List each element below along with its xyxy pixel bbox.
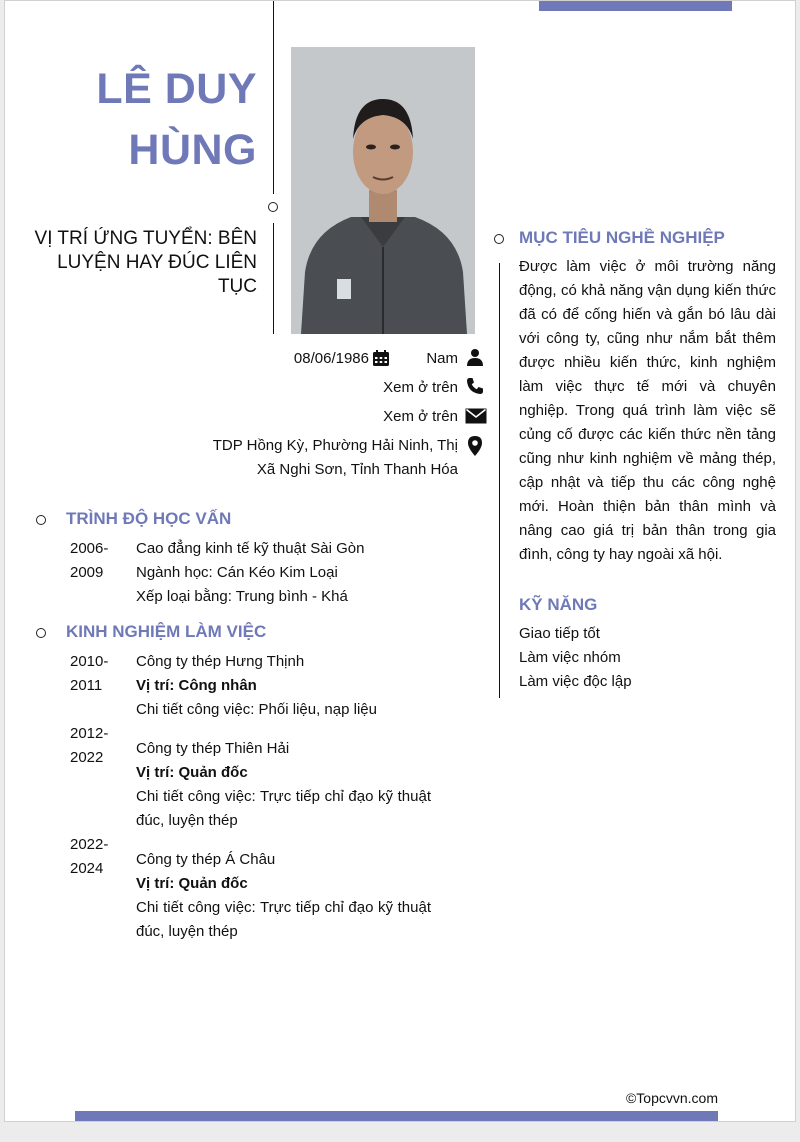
skill-item: Giao tiếp tốt <box>519 625 600 642</box>
candidate-name <box>96 59 257 181</box>
experience-detail: Chi tiết công việc: Trực tiếp chỉ đạo kỹ thuật đúc, luyện thép <box>136 899 431 940</box>
person-icon <box>466 348 484 366</box>
top-accent-bar <box>539 1 732 11</box>
experience-detail: Chi tiết công việc: Phối liệu, nạp liệu <box>136 701 377 718</box>
email-value: Xem ở trên <box>383 408 458 425</box>
profile-photo-illustration <box>291 47 475 334</box>
experience-years: 2022-2024 <box>70 836 109 877</box>
experience-dot <box>36 628 46 638</box>
education-dot <box>36 515 46 525</box>
header-divider-bottom <box>273 223 274 334</box>
skill-item: Làm việc độc lập <box>519 673 632 690</box>
address-value: TDP Hồng Kỳ, Phường Hải Ninh, Thị Xã Nghi Sơn, Tỉnh Thanh Hóa <box>212 437 458 478</box>
header-divider-dot <box>268 202 278 212</box>
profile-photo <box>291 47 475 334</box>
name-line1: LÊ DUY <box>96 65 257 113</box>
experience-company: Công ty thép Hưng Thịnh <box>136 653 305 670</box>
education-major: Ngành học: Cán Kéo Kim Loại <box>136 564 338 581</box>
name-line2: HÙNG <box>128 126 257 174</box>
phone-value: Xem ở trên <box>383 379 458 396</box>
experience-role: Vị trí: Công nhân <box>136 677 257 694</box>
objective-dot <box>494 234 504 244</box>
envelope-icon <box>465 408 487 424</box>
education-title: TRÌNH ĐỘ HỌC VẤN <box>66 509 232 528</box>
education-school: Cao đẳng kinh tế kỹ thuật Sài Gòn <box>136 540 365 557</box>
experience-detail: Chi tiết công việc: Trực tiếp chỉ đạo kỹ thuật đúc, luyện thép <box>136 788 431 829</box>
header-divider-top <box>273 1 274 194</box>
skills-title: KỸ NĂNG <box>519 595 598 614</box>
experience-role: Vị trí: Quản đốc <box>136 875 248 892</box>
experience-company: Công ty thép Á Châu <box>136 851 276 868</box>
experience-title: KINH NGHIỆM LÀM VIỆC <box>66 622 267 641</box>
experience-company: Công ty thép Thiên Hải <box>136 740 290 757</box>
footer-credit: ©Topcvvn.com <box>625 1090 718 1106</box>
education-grade: Xếp loại bằng: Trung bình - Khá <box>136 588 348 605</box>
bottom-accent-bar <box>75 1111 718 1121</box>
objective-title: MỤC TIÊU NGHỀ NGHIỆP <box>519 228 725 247</box>
experience-years: 2012-2022 <box>70 725 109 766</box>
objective-text: Được làm việc ở môi trường năng động, có khả năng vận dụng kiến thức đã có để cống hiến và gắn bó lâu dài với công ty, cũng như nắm bắt thêm được nhiều kiến thức, kinh nghiệm làm việc thực tế mới và chuyên nghiệp. Trong quá trình làm việc sẽ củng cố được các kiến thức nền tảng cũng như kinh nghiệm về mảng thép, cập nhật và tiếp thu các công nghệ mới. Hoàn thiện bản thân mình và nâng cao giá trị bản thân trong gia đình, công ty hay ngoài xã hội. <box>519 258 776 563</box>
skill-item: Làm việc nhóm <box>519 649 621 666</box>
phone-icon <box>466 377 484 395</box>
experience-role: Vị trí: Quản đốc <box>136 764 248 781</box>
experience-years: 2010-2011 <box>70 653 109 694</box>
birthday-value: 08/06/1986 <box>293 350 369 367</box>
right-column-divider <box>499 263 500 698</box>
location-pin-icon <box>467 435 483 457</box>
cv-page <box>4 0 796 1122</box>
education-years: 2006-2009 <box>70 540 109 581</box>
gender-value: Nam <box>426 350 458 367</box>
position-title: VỊ TRÍ ỨNG TUYỂN: BÊN LUYỆN HAY ĐÚC LIÊN TỤC <box>34 228 257 297</box>
